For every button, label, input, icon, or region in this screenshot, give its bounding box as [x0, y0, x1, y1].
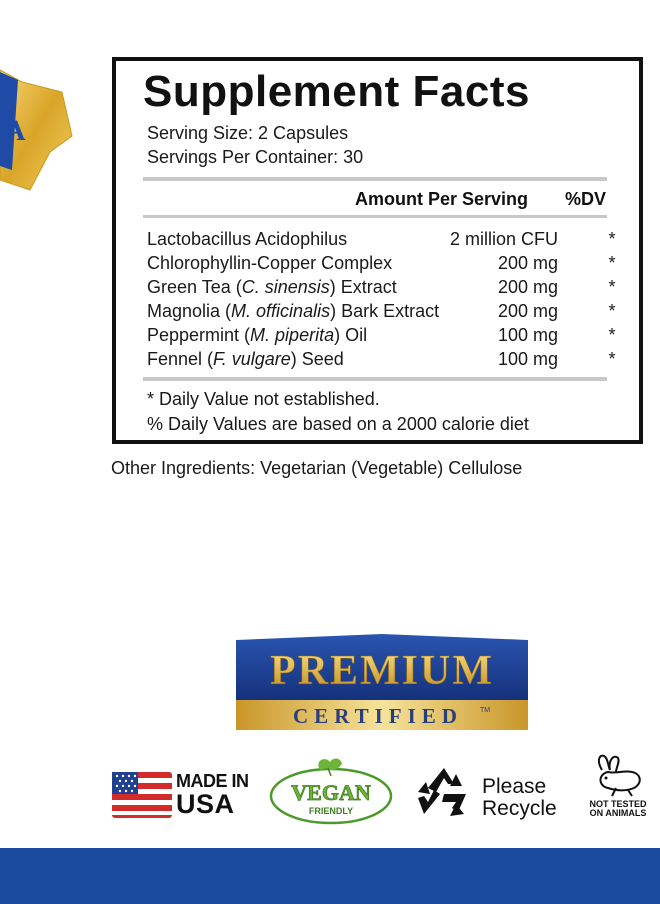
ingredient-latin-name: M. officinalis: [231, 301, 331, 321]
ingredient-dv: *: [608, 349, 616, 369]
friendly-text: FRIENDLY: [308, 806, 354, 816]
ingredient-latin-name: C. sinensis: [241, 277, 330, 297]
amount-per-serving-header: Amount Per Serving: [355, 189, 529, 209]
please-text: Please: [482, 775, 547, 798]
ingredient-dv: *: [608, 301, 616, 321]
ingredient-name: Lactobacillus Acidophilus: [147, 229, 348, 249]
ingredient-name: Green Tea (C. sinensis) Extract: [147, 277, 397, 297]
ingredient-name: Magnolia (M. officinalis) Bark Extract: [147, 301, 440, 321]
gold-badge-letter: A: [4, 114, 26, 147]
footnote-dv-not-established: * Daily Value not established.: [147, 389, 380, 409]
certified-text: CERTIFIED: [293, 704, 463, 728]
vegan-friendly-badge: [268, 756, 394, 826]
servings-per-container: Servings Per Container: 30: [147, 147, 364, 167]
ingredient-amount: 2 million CFU: [449, 229, 558, 249]
supplement-facts-panel: [112, 57, 643, 444]
ingredient-row: [147, 277, 619, 301]
ingredient-row: [147, 325, 619, 349]
ingredient-dv: *: [608, 253, 616, 273]
ingredient-amount: 200 mg: [497, 277, 558, 297]
not-tested-text: NOT TESTED: [589, 799, 647, 809]
ingredient-name: Peppermint (M. piperita) Oil: [147, 325, 368, 345]
ingredient-dv: *: [608, 277, 616, 297]
premium-text: PREMIUM: [270, 648, 494, 694]
ingredient-row: [147, 253, 619, 277]
ingredient-latin-name: F. vulgare: [213, 349, 291, 369]
ingredient-amount: 200 mg: [497, 253, 558, 273]
dv-header: %DV: [565, 189, 607, 209]
divider: [143, 215, 607, 218]
recycle-text: Recycle: [482, 797, 557, 821]
recycle-icon: [414, 764, 474, 824]
bottom-color-band: [0, 848, 660, 904]
other-ingredients: Other Ingredients: Vegetarian (Vegetable) Cellulose: [111, 458, 523, 478]
rabbit-icon: [588, 752, 648, 798]
ingredient-amount: 100 mg: [497, 325, 558, 345]
divider: [143, 177, 607, 181]
footnote-calorie-diet: % Daily Values are based on a 2000 calorie diet: [147, 414, 529, 434]
ingredient-amount: 200 mg: [497, 301, 558, 321]
ingredient-row: [147, 349, 619, 373]
vegan-text: VEGAN: [291, 780, 371, 805]
ingredient-amount: 100 mg: [497, 349, 558, 369]
facts-title: Supplement Facts: [143, 67, 530, 116]
ingredient-row: [147, 301, 619, 325]
divider: [143, 377, 607, 381]
ingredient-name: Chlorophyllin-Copper Complex: [147, 253, 393, 273]
premium-certified-banner: [232, 632, 532, 732]
usa-text: USA: [176, 789, 235, 819]
ingredient-dv: *: [608, 229, 616, 249]
ingredient-row: [147, 229, 619, 253]
not-tested-on-animals-badge: [574, 752, 660, 826]
ingredient-latin-name: M. piperita: [250, 325, 335, 345]
gold-ribbon-badge: [0, 40, 80, 210]
on-animals-text: ON ANIMALS: [589, 808, 647, 819]
serving-size: Serving Size: 2 Capsules: [147, 123, 349, 143]
made-in-usa-badge: [112, 768, 252, 824]
please-recycle-badge: [412, 762, 562, 824]
made-in-text: MADE IN: [176, 771, 249, 791]
trademark-mark: TM: [480, 707, 491, 714]
us-flag-icon: [112, 772, 172, 818]
ingredient-dv: *: [608, 325, 616, 345]
ingredient-name: Fennel (F. vulgare) Seed: [147, 349, 344, 369]
